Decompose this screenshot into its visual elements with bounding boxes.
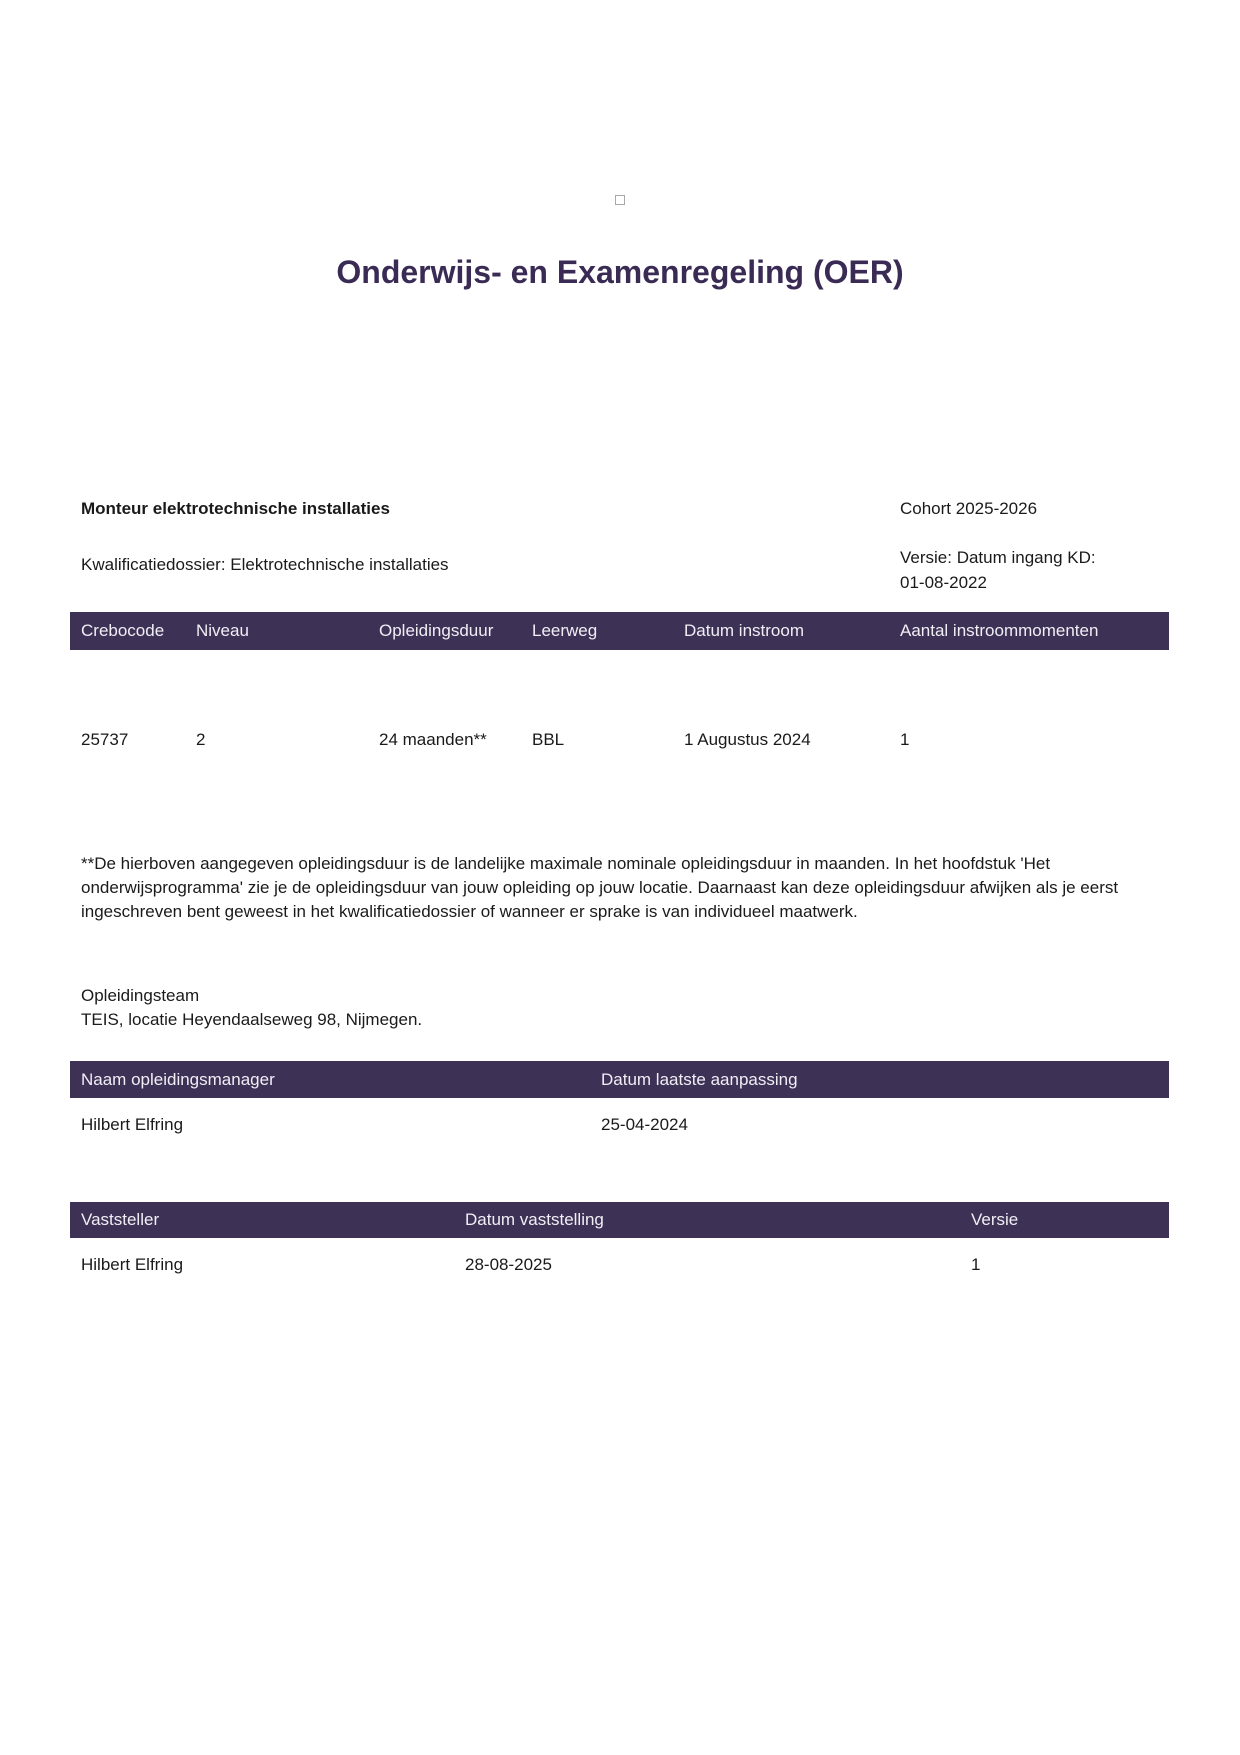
approval-header-versie: Versie xyxy=(971,1210,1019,1229)
approval-cell-datum-vaststelling: 28-08-2025 xyxy=(465,1255,552,1274)
kd-version-line2: 01-08-2022 xyxy=(900,573,987,592)
team-block xyxy=(81,984,422,1032)
intake-cell-niveau: 2 xyxy=(196,730,206,749)
approval-cell-versie: 1 xyxy=(971,1255,981,1274)
page-title: Onderwijs- en Examenregeling (OER) xyxy=(336,254,904,290)
intake-cell-opleidingsduur: 24 maanden** xyxy=(379,730,487,749)
intake-header-opleidingsduur: Opleidingsduur xyxy=(379,621,494,640)
program-name: Monteur elektrotechnische installaties xyxy=(81,499,390,518)
qualification-dossier: Kwalificatiedossier: Elektrotechnische installaties xyxy=(81,555,449,574)
approval-header-vaststeller: Vaststeller xyxy=(81,1210,160,1229)
intake-header-crebocode: Crebocode xyxy=(81,621,165,640)
intake-header-niveau: Niveau xyxy=(196,621,249,640)
manager-header-datum-aanpassing: Datum laatste aanpassing xyxy=(601,1070,798,1089)
intake-header-leerweg: Leerweg xyxy=(532,621,598,640)
cohort-label: Cohort 2025-2026 xyxy=(900,499,1038,518)
intake-cell-aantal-instroommomenten: 1 xyxy=(900,730,910,749)
intake-cell-leerweg: BBL xyxy=(532,730,565,749)
intake-header-aantal-instroommomenten: Aantal instroommomenten xyxy=(900,621,1099,640)
broken-image-icon xyxy=(615,195,625,205)
intake-cell-crebocode: 25737 xyxy=(81,730,129,749)
team-location: TEIS, locatie Heyendaalseweg 98, Nijmegen. xyxy=(81,1010,423,1029)
manager-cell-datum-aanpassing: 25-04-2024 xyxy=(601,1115,688,1134)
intake-cell-datum-instroom: 1 Augustus 2024 xyxy=(684,730,811,749)
duration-note: **De hierboven aangegeven opleidingsduur is de landelijke maximale nominale opleidingsduur in maanden. In het hoofdstuk 'Het onderwijsprogramma' zie je de opleidingsduur van jouw opleiding op jouw locatie. Daarnaast kan deze opleidingsduur afwijken als je eerst ingeschreven bent geweest in het kwalificatiedossier of wanneer er sprake is van individueel maatwerk. xyxy=(81,854,1119,921)
approval-header-datum-vaststelling: Datum vaststelling xyxy=(465,1210,604,1229)
intake-header-datum-instroom: Datum instroom xyxy=(684,621,804,640)
team-label: Opleidingsteam xyxy=(81,986,200,1005)
kd-version-line1: Versie: Datum ingang KD: xyxy=(900,548,1096,567)
manager-cell-naam: Hilbert Elfring xyxy=(81,1115,184,1134)
manager-header-naam: Naam opleidingsmanager xyxy=(81,1070,275,1089)
approval-cell-vaststeller: Hilbert Elfring xyxy=(81,1255,184,1274)
kd-version-block xyxy=(900,545,1180,595)
